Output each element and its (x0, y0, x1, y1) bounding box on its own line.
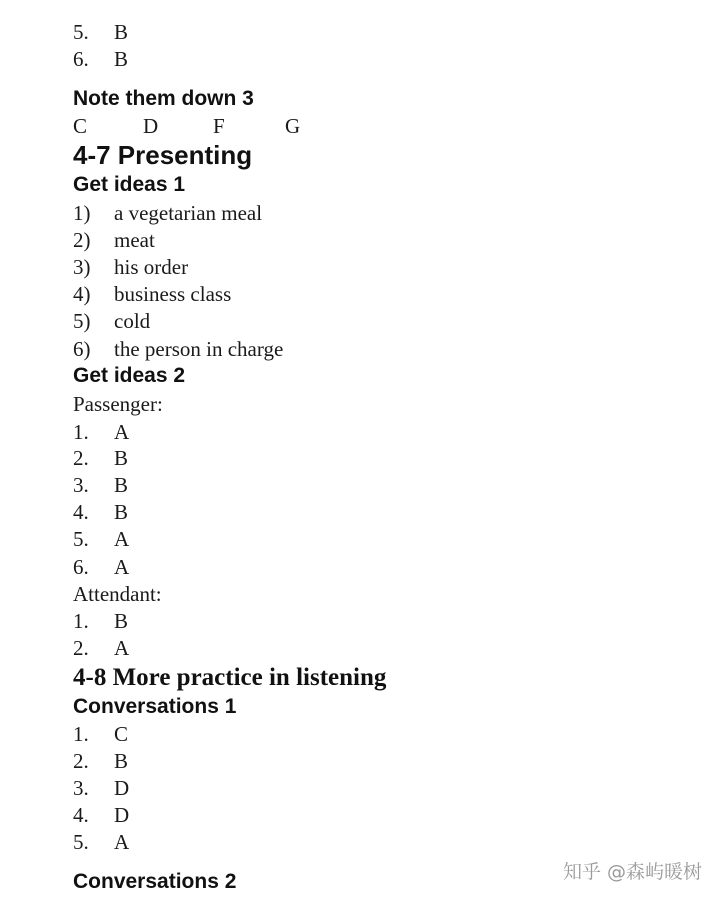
item-answer: A (114, 636, 130, 660)
list-item (73, 201, 262, 225)
item-answer: A (114, 555, 130, 579)
attendant-label: Attendant: (73, 582, 162, 606)
item-number: 4. (73, 803, 89, 827)
subheading-get-ideas-2: Get ideas 2 (73, 364, 186, 387)
list-item (73, 420, 129, 444)
item-answer: the person in charge (114, 337, 284, 361)
item-number: 3) (73, 255, 91, 279)
list-item (73, 20, 128, 44)
item-number: 5. (73, 527, 89, 551)
option: C (73, 114, 88, 138)
section-heading-4-7: 4-7 Presenting (73, 140, 253, 170)
item-answer: B (114, 473, 129, 497)
item-number: 6) (73, 337, 91, 361)
subheading-get-ideas-1: Get ideas 1 (73, 173, 186, 196)
item-number: 2. (73, 446, 89, 470)
item-number: 5. (73, 830, 89, 854)
item-answer: a vegetarian meal (114, 201, 263, 225)
item-answer: D (114, 803, 130, 827)
list-item (73, 776, 129, 800)
item-number: 4) (73, 282, 91, 306)
item-number: 6. (73, 555, 89, 579)
item-number: 3. (73, 776, 89, 800)
list-item (73, 228, 155, 252)
watermark: 知乎 @森屿暖树 (562, 861, 702, 883)
list-item (73, 803, 129, 827)
item-number: 5) (73, 309, 91, 333)
item-answer: cold (114, 309, 151, 333)
option: F (213, 114, 225, 138)
list-item (73, 446, 128, 470)
list-item (73, 47, 128, 71)
item-answer: B (114, 609, 129, 633)
subheading-conversations-1: Conversations 1 (73, 695, 237, 718)
item-number: 3. (73, 473, 89, 497)
item-number: 2) (73, 228, 91, 252)
list-item (73, 282, 231, 306)
list-item (73, 830, 129, 854)
item-number: 6. (73, 47, 89, 71)
list-item (73, 473, 128, 497)
section-heading-4-8: 4-8 More practice in listening (73, 664, 387, 691)
list-item (73, 749, 128, 773)
option: G (285, 114, 301, 138)
item-answer: A (114, 830, 130, 854)
list-item (73, 500, 128, 524)
list-item (73, 636, 129, 660)
item-answer: A (114, 420, 130, 444)
item-answer: meat (114, 228, 155, 252)
list-item (73, 555, 129, 579)
item-answer: C (114, 722, 129, 746)
item-number: 1. (73, 722, 89, 746)
list-item (73, 527, 129, 551)
item-number: 1. (73, 420, 89, 444)
list-item (73, 255, 188, 279)
item-number: 5. (73, 20, 89, 44)
item-answer: B (114, 47, 129, 71)
list-item (73, 609, 128, 633)
item-answer: B (114, 500, 129, 524)
subheading-note-them-down: Note them down 3 (73, 87, 254, 110)
option: D (143, 114, 159, 138)
item-answer: B (114, 20, 129, 44)
item-number: 4. (73, 500, 89, 524)
item-answer: business class (114, 282, 232, 306)
item-number: 2. (73, 749, 89, 773)
item-answer: his order (114, 255, 189, 279)
item-answer: D (114, 776, 130, 800)
item-answer: A (114, 527, 130, 551)
list-item (73, 337, 283, 361)
item-number: 1) (73, 201, 91, 225)
options-row (73, 114, 300, 138)
subheading-conversations-2: Conversations 2 (73, 870, 237, 893)
item-number: 2. (73, 636, 89, 660)
item-number: 1. (73, 609, 89, 633)
list-item (73, 722, 128, 746)
passenger-label: Passenger: (73, 392, 163, 416)
item-answer: B (114, 749, 129, 773)
list-item (73, 309, 150, 333)
item-answer: B (114, 446, 129, 470)
